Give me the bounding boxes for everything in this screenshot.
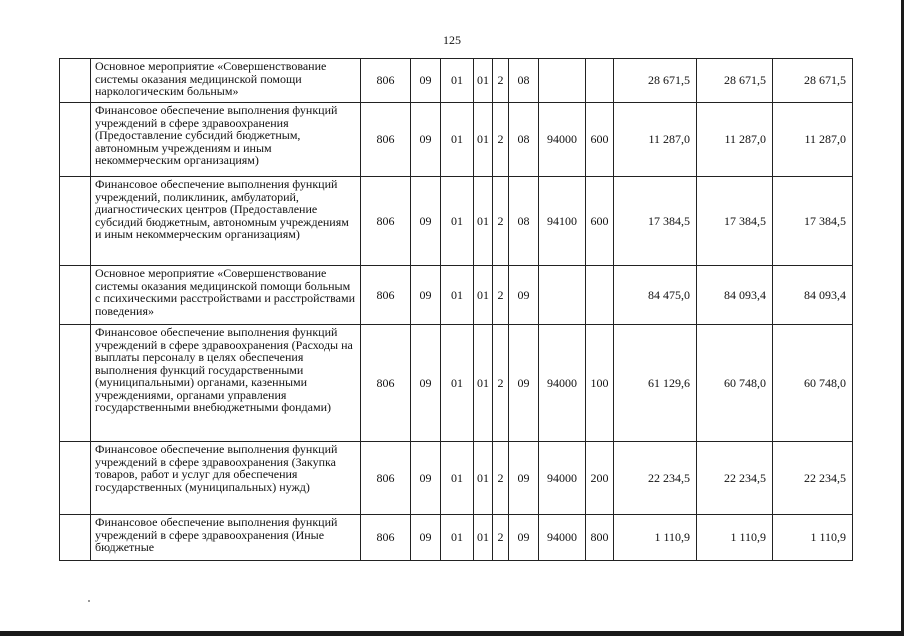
row-number-cell bbox=[60, 266, 91, 325]
amount-year-1-cell: 28 671,5 bbox=[614, 59, 697, 103]
table-row bbox=[60, 266, 853, 325]
table-row bbox=[60, 177, 853, 266]
row-number-cell bbox=[60, 177, 91, 266]
section-code-cell: 09 bbox=[411, 266, 441, 325]
target-code-part-1-cell: 01 bbox=[474, 442, 493, 515]
page-number: 125 bbox=[443, 33, 461, 47]
ved-code-cell: 806 bbox=[361, 103, 411, 177]
scan-page-edge-bottom bbox=[0, 631, 904, 636]
expense-type-cell: 100 bbox=[586, 325, 614, 442]
target-code-part-2-cell: 2 bbox=[493, 177, 509, 266]
ved-code-cell: 806 bbox=[361, 266, 411, 325]
description-cell: Основное мероприятие «Совершенствование системы оказания медицинской помощи наркологическим больным» bbox=[91, 59, 361, 103]
row-number-cell bbox=[60, 59, 91, 103]
subsection-code-cell: 01 bbox=[441, 177, 474, 266]
target-code-part-2-cell: 2 bbox=[493, 59, 509, 103]
target-code-part-2-cell: 2 bbox=[493, 266, 509, 325]
target-code-part-1-cell: 01 bbox=[474, 103, 493, 177]
target-code-part-1-cell: 01 bbox=[474, 59, 493, 103]
ved-code-cell: 806 bbox=[361, 59, 411, 103]
expense-type-cell: 600 bbox=[586, 177, 614, 266]
target-code-part-1-cell: 01 bbox=[474, 325, 493, 442]
target-code-part-2-cell: 2 bbox=[493, 103, 509, 177]
amount-year-3-cell: 28 671,5 bbox=[773, 59, 853, 103]
row-number-cell bbox=[60, 325, 91, 442]
section-code-cell: 09 bbox=[411, 177, 441, 266]
description-cell: Финансовое обеспечение выполнения функций учреждений в сфере здравоохранения (Закупка товаров, работ и услуг для обеспечения государственных (муниципальных) нужд) bbox=[91, 442, 361, 515]
target-code-part-3-cell: 08 bbox=[509, 177, 539, 266]
subsection-code-cell: 01 bbox=[441, 442, 474, 515]
subsection-code-cell: 01 bbox=[441, 325, 474, 442]
subsection-code-cell: 01 bbox=[441, 266, 474, 325]
target-code-part-2-cell: 2 bbox=[493, 325, 509, 442]
target-code-part-4-cell: 94000 bbox=[539, 442, 586, 515]
target-code-part-4-cell: 94000 bbox=[539, 103, 586, 177]
amount-year-1-cell: 61 129,6 bbox=[614, 325, 697, 442]
row-number-cell bbox=[60, 515, 91, 561]
amount-year-1-cell: 84 475,0 bbox=[614, 266, 697, 325]
amount-year-3-cell: 22 234,5 bbox=[773, 442, 853, 515]
target-code-part-4-cell bbox=[539, 266, 586, 325]
section-code-cell: 09 bbox=[411, 442, 441, 515]
target-code-part-3-cell: 08 bbox=[509, 103, 539, 177]
description-cell: Финансовое обеспечение выполнения функций учреждений в сфере здравоохранения (Предоставление субсидий бюджетным, автономным учреждениям и иным некоммерческим организациям) bbox=[91, 103, 361, 177]
budget-table bbox=[59, 58, 853, 561]
target-code-part-2-cell: 2 bbox=[493, 442, 509, 515]
amount-year-3-cell: 11 287,0 bbox=[773, 103, 853, 177]
target-code-part-3-cell: 09 bbox=[509, 266, 539, 325]
amount-year-1-cell: 22 234,5 bbox=[614, 442, 697, 515]
target-code-part-4-cell: 94000 bbox=[539, 515, 586, 561]
subsection-code-cell: 01 bbox=[441, 59, 474, 103]
amount-year-2-cell: 84 093,4 bbox=[697, 266, 773, 325]
description-cell: Финансовое обеспечение выполнения функций учреждений в сфере здравоохранения (Расходы на выплаты персоналу в целях обеспечения выполнения функций государственными (муниципальными) органами, казенными учреждениями, органами управления государственными внебюджетными фондами) bbox=[91, 325, 361, 442]
row-number-cell bbox=[60, 442, 91, 515]
amount-year-1-cell: 11 287,0 bbox=[614, 103, 697, 177]
description-cell: Финансовое обеспечение выполнения функций учреждений в сфере здравоохранения (Иные бюджетные bbox=[91, 515, 361, 561]
ved-code-cell: 806 bbox=[361, 177, 411, 266]
section-code-cell: 09 bbox=[411, 103, 441, 177]
target-code-part-4-cell bbox=[539, 59, 586, 103]
target-code-part-1-cell: 01 bbox=[474, 515, 493, 561]
amount-year-1-cell: 17 384,5 bbox=[614, 177, 697, 266]
amount-year-3-cell: 60 748,0 bbox=[773, 325, 853, 442]
scan-speck bbox=[88, 600, 90, 602]
amount-year-2-cell: 11 287,0 bbox=[697, 103, 773, 177]
subsection-code-cell: 01 bbox=[441, 103, 474, 177]
section-code-cell: 09 bbox=[411, 515, 441, 561]
target-code-part-3-cell: 09 bbox=[509, 325, 539, 442]
section-code-cell: 09 bbox=[411, 325, 441, 442]
target-code-part-2-cell: 2 bbox=[493, 515, 509, 561]
ved-code-cell: 806 bbox=[361, 442, 411, 515]
expense-type-cell: 800 bbox=[586, 515, 614, 561]
target-code-part-1-cell: 01 bbox=[474, 266, 493, 325]
table-row bbox=[60, 103, 853, 177]
target-code-part-3-cell: 08 bbox=[509, 59, 539, 103]
amount-year-1-cell: 1 110,9 bbox=[614, 515, 697, 561]
table-row bbox=[60, 442, 853, 515]
description-cell: Финансовое обеспечение выполнения функций учреждений, поликлиник, амбулаторий, диагностических центров (Предоставление субсидий бюджетным, автономным учреждениям и иным некоммерческим организациям) bbox=[91, 177, 361, 266]
target-code-part-3-cell: 09 bbox=[509, 442, 539, 515]
table-row bbox=[60, 59, 853, 103]
amount-year-2-cell: 22 234,5 bbox=[697, 442, 773, 515]
amount-year-2-cell: 17 384,5 bbox=[697, 177, 773, 266]
target-code-part-4-cell: 94100 bbox=[539, 177, 586, 266]
amount-year-3-cell: 84 093,4 bbox=[773, 266, 853, 325]
table-row bbox=[60, 515, 853, 561]
row-number-cell bbox=[60, 103, 91, 177]
amount-year-2-cell: 1 110,9 bbox=[697, 515, 773, 561]
expense-type-cell: 200 bbox=[586, 442, 614, 515]
subsection-code-cell: 01 bbox=[441, 515, 474, 561]
amount-year-3-cell: 1 110,9 bbox=[773, 515, 853, 561]
ved-code-cell: 806 bbox=[361, 325, 411, 442]
amount-year-2-cell: 60 748,0 bbox=[697, 325, 773, 442]
table-row bbox=[60, 325, 853, 442]
expense-type-cell bbox=[586, 266, 614, 325]
amount-year-3-cell: 17 384,5 bbox=[773, 177, 853, 266]
description-cell: Основное мероприятие «Совершенствование системы оказания медицинской помощи больным с психическими расстройствами и расстройствами поведения» bbox=[91, 266, 361, 325]
ved-code-cell: 806 bbox=[361, 515, 411, 561]
target-code-part-1-cell: 01 bbox=[474, 177, 493, 266]
target-code-part-3-cell: 09 bbox=[509, 515, 539, 561]
section-code-cell: 09 bbox=[411, 59, 441, 103]
expense-type-cell: 600 bbox=[586, 103, 614, 177]
target-code-part-4-cell: 94000 bbox=[539, 325, 586, 442]
amount-year-2-cell: 28 671,5 bbox=[697, 59, 773, 103]
expense-type-cell bbox=[586, 59, 614, 103]
